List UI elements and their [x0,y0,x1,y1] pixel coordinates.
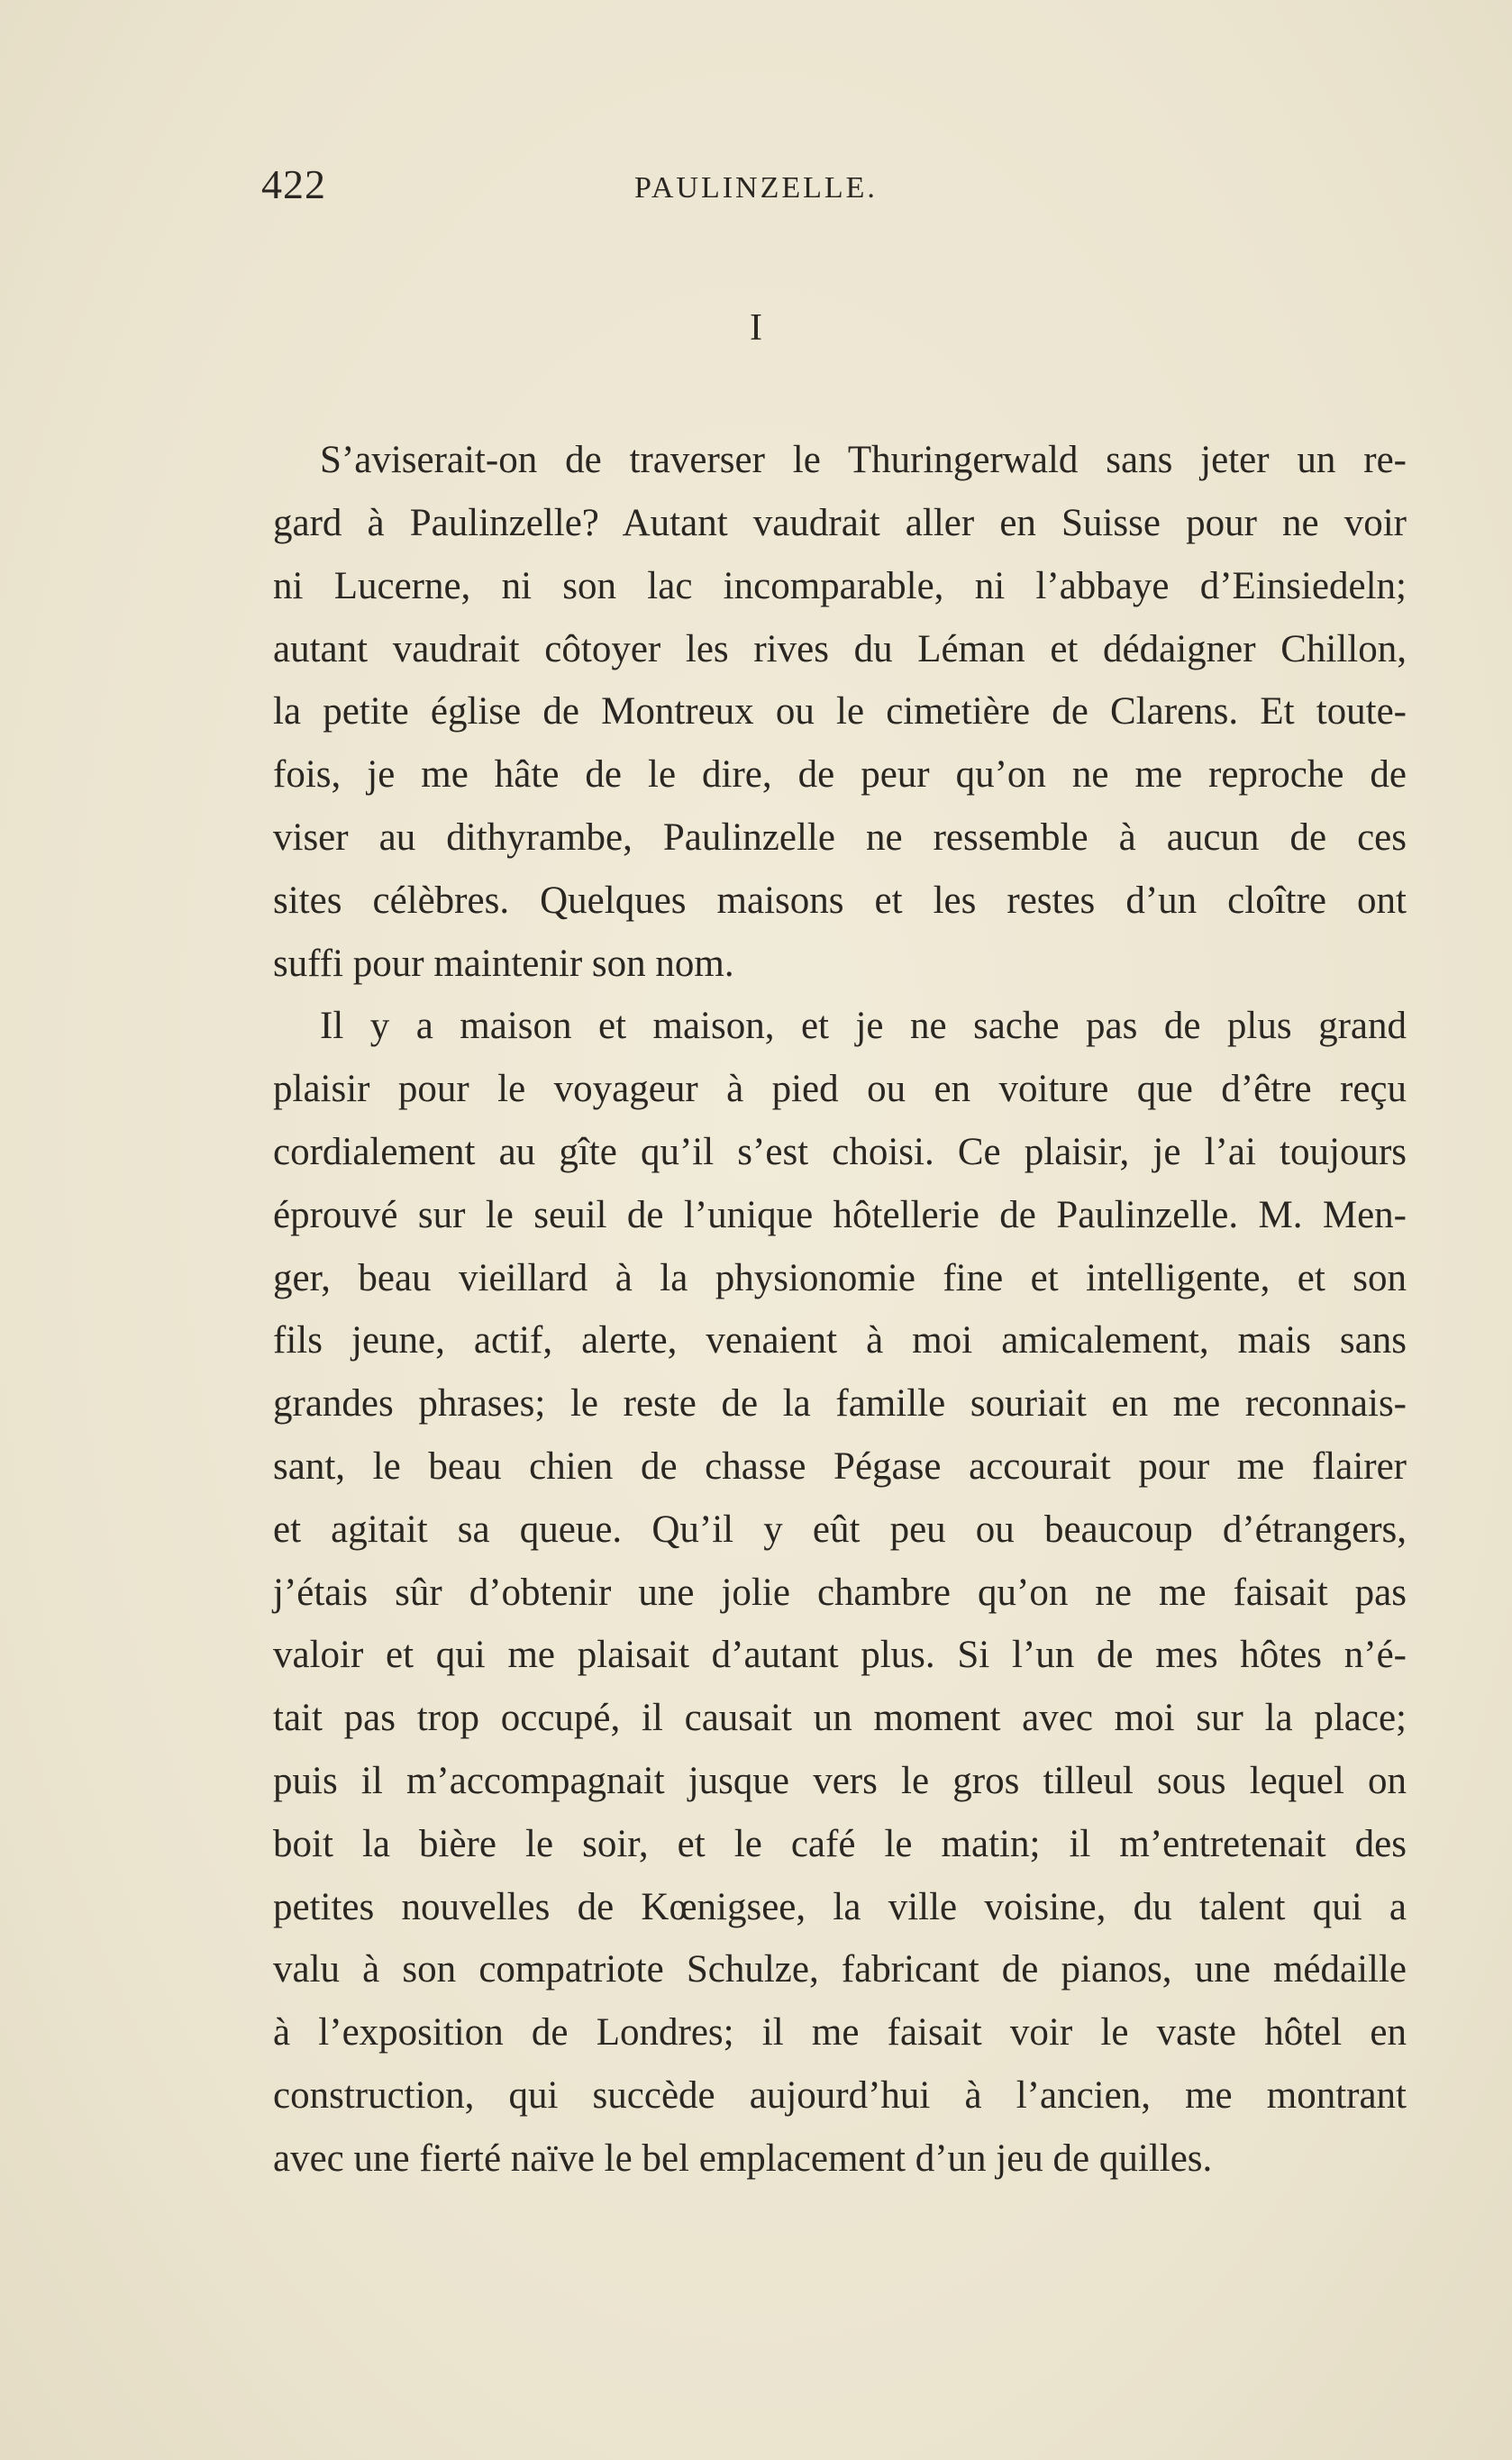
page-number: 422 [261,161,326,207]
text-line: sites célèbres. Quelques maisons et les restes d’un cloître ont [273,879,1407,922]
text-line: tait pas trop occupé, il causait un moment avec moi sur la place; [273,1697,1407,1739]
text-line: fils jeune, actif, alerte, venaient à moi amicalement, mais sans [273,1319,1407,1362]
text-line: S’aviserait-on de traverser le Thuringerwald sans jeter un re- [320,439,1407,481]
text-line: à l’exposition de Londres; il me faisait voir le vaste hôtel en [273,2011,1407,2054]
text-line: cordialement au gîte qu’il s’est choisi. Ce plaisir, je l’ai toujours [273,1131,1407,1173]
text-line: petites nouvelles de Kœnigsee, la ville voisine, du talent qui a [273,1886,1407,1928]
text-line: autant vaudrait côtoyer les rives du Léman et dédaigner Chillon, [273,628,1407,670]
text-line: gard à Paulinzelle? Autant vaudrait aller en Suisse pour ne voir [273,502,1407,544]
text-line: fois, je me hâte de le dire, de peur qu’on ne me reproche de [273,753,1407,796]
text-line: Il y a maison et maison, et je ne sache pas de plus grand [320,1005,1407,1047]
text-line: puis il m’accompagnait jusque vers le gros tilleul sous lequel on [273,1760,1407,1802]
text-line: suffi pour maintenir son nom. [273,943,734,985]
text-line: valu à son compatriote Schulze, fabricant de pianos, une médaille [273,1948,1407,1991]
text-line: ni Lucerne, ni son lac incomparable, ni l’abbaye d’Einsiedeln; [273,565,1407,607]
text-line: grandes phrases; le reste de la famille souriait en me reconnais- [273,1382,1407,1425]
text-line: éprouvé sur le seuil de l’unique hôtellerie de Paulinzelle. M. Men- [273,1194,1407,1236]
text-line: boit la bière le soir, et le café le matin; il m’entretenait des [273,1823,1407,1865]
text-line: viser au dithyrambe, Paulinzelle ne ressemble à aucun de ces [273,816,1407,859]
text-line: ger, beau vieillard à la physionomie fine et intelligente, et son [273,1257,1407,1299]
running-title: PAULINZELLE. [634,171,878,205]
text-line: j’étais sûr d’obtenir une jolie chambre qu’on ne me faisait pas [273,1572,1407,1614]
text-line: sant, le beau chien de chasse Pégase accourait pour me flairer [273,1445,1407,1488]
text-line: la petite église de Montreux ou le cimetière de Clarens. Et toute- [273,690,1407,733]
text-line: construction, qui succède aujourd’hui à l’ancien, me montrant [273,2074,1407,2117]
text-line: avec une fierté naïve le bel emplacement d’un jeu de quilles. [273,2137,1213,2180]
text-line: plaisir pour le voyageur à pied ou en voiture que d’être reçu [273,1068,1407,1110]
text-line: et agitait sa queue. Qu’il y eût peu ou beaucoup d’étrangers, [273,1508,1407,1551]
text-line: valoir et qui me plaisait d’autant plus. Si l’un de mes hôtes n’é- [273,1634,1407,1676]
section-numeral: I [750,307,762,349]
